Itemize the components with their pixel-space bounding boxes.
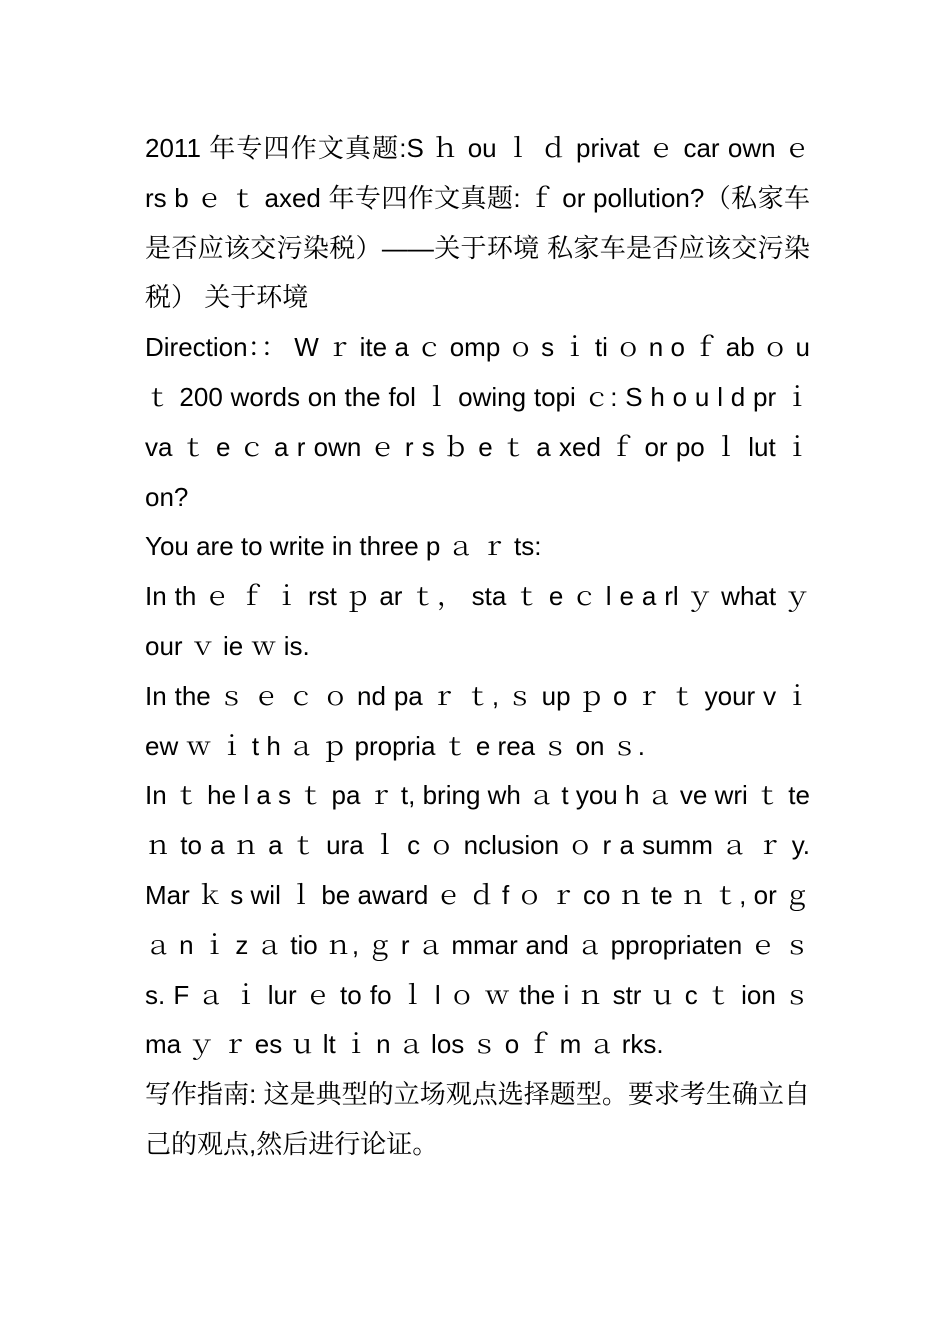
document-body bbox=[145, 124, 810, 1170]
writing-guide-paragraph: 写作指南: 这是典型的立场观点选择题型。要求考生确立自己的观点,然后进行论证。 bbox=[145, 1079, 810, 1159]
first-part-instruction: In th ｅ ｆ ｉ rst ｐ ar ｔ， sta ｔ e ｃ l e a rl ｙ what ｙ our ｖ ie ｗ is. bbox=[145, 581, 810, 661]
second-part-instruction: In the ｓ ｅ ｃ ｏ nd pa ｒ ｔ, ｓ up ｐ o ｒ ｔ your v ｉ ew ｗ ｉ t h ａ ｐ propria ｔ e rea ｓ on ｓ. bbox=[145, 680, 810, 761]
essay-title-paragraph: 2011 年专四作文真题:S ｈ ou ｌ ｄ privat ｅ car own ｅ rs b ｅ ｔ axed 年专四作文真题: ｆ or pollution?（私家车是否应该交污染税）——关于环境 私家车是否应该交污染税） 关于环境 bbox=[145, 133, 810, 313]
direction-paragraph: Direction：： W ｒ ite a ｃ omp ｏ s ｉ ti ｏ n o ｆ ab ｏ u ｔ 200 words on the fol ｌ owing topi ｃ: S h o u l d pr ｉ va ｔ e ｃ a r own ｅ r s ｂ e ｔ a xed ｆ or po ｌ lut ｉ on? bbox=[145, 332, 810, 512]
parts-intro-paragraph: You are to write in three p ａ ｒ ts: bbox=[145, 531, 542, 562]
last-part-instruction: In ｔ he l a s ｔ pa ｒ t, bring wh ａ t you h ａ ve wri ｔ te ｎ to a ｎ a ｔ ura ｌ c ｏ nclusion ｏ r a summ ａ ｒ y. Mar ｋ s wil ｌ be award ｅ ｄ f ｏ ｒ co ｎ te ｎ ｔ, or ｇ ａ n ｉ z ａ tio ｎ, ｇ r ａ mmar and ａ ppropriaten ｅ ｓ s. F ａ ｉ lur ｅ to fo ｌ l ｏ ｗ the i ｎ str ｕ c ｔ ion ｓ ma ｙ ｒ es ｕ lt ｉ n ａ los ｓ o ｆ m ａ rks. bbox=[145, 780, 810, 1060]
